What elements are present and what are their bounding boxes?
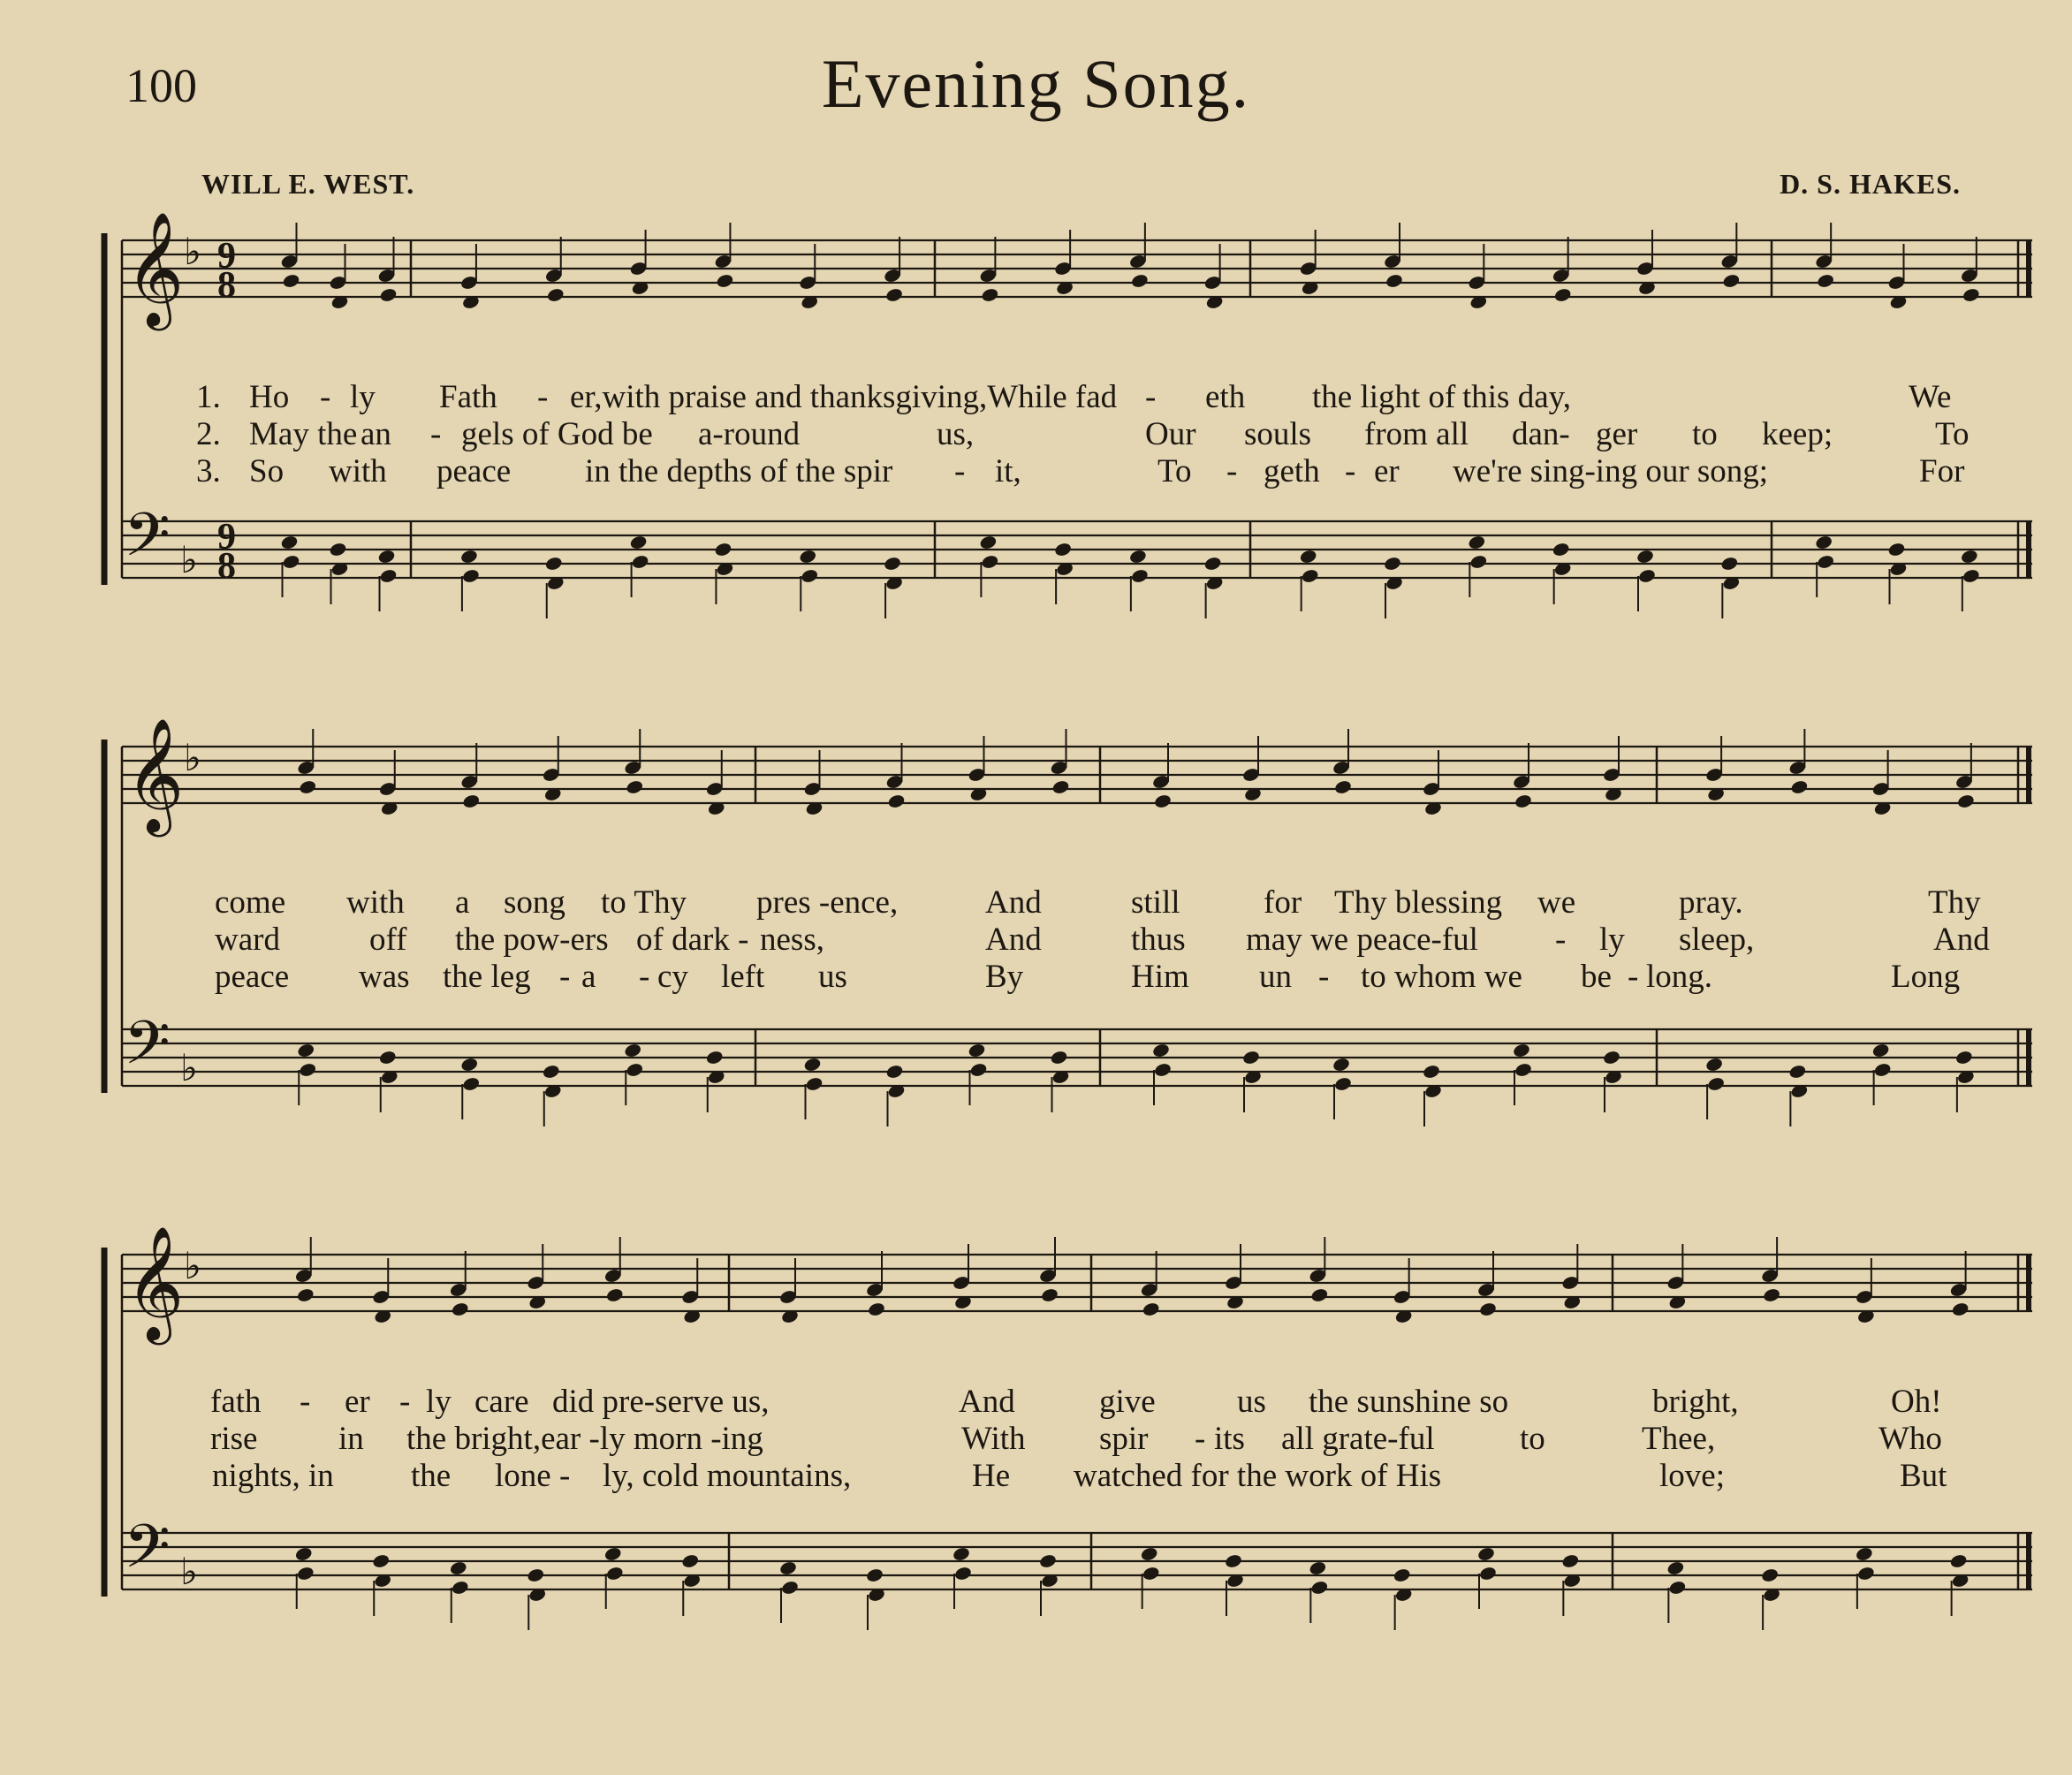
bass-note [1704, 1057, 1723, 1073]
lyric-syllable: us, [937, 416, 975, 452]
treble-note [1951, 1301, 1970, 1317]
treble-clef-icon: 𝄞 [125, 1225, 185, 1340]
bass-note [1140, 1546, 1158, 1562]
bass-note [1128, 549, 1147, 565]
lyric-syllable: peace [436, 453, 512, 489]
bass-staff-1 [122, 521, 2032, 578]
bass-note [460, 1057, 479, 1073]
lyric-syllable: - [559, 959, 571, 995]
bass-note [379, 568, 398, 584]
bass-note [805, 1076, 823, 1092]
treble-note [1153, 793, 1172, 809]
lyric-syllable: an [361, 416, 391, 452]
lyric-line-s2-v1 [0, 884, 2072, 923]
lyric-syllable: we're sing-ing our song; [1453, 453, 1769, 489]
lyric-syllable: - [430, 416, 442, 452]
treble-note [462, 793, 481, 809]
lyric-syllable: ly [1599, 922, 1625, 958]
bass-clef-icon: 𝄢 [124, 501, 171, 585]
treble-note [546, 287, 565, 303]
lyric-syllable: the [411, 1458, 452, 1494]
bass-note [624, 1043, 642, 1058]
lyric-line-s2-v3 [0, 958, 2072, 997]
lyric-syllable: this day, [1462, 379, 1571, 415]
bass-note [1332, 1057, 1350, 1073]
lyric-syllable: off [369, 922, 407, 958]
composer-credit: D. S. HAKES. [1780, 168, 1961, 200]
bass-note [280, 535, 299, 550]
lyric-syllable: of dark - [636, 922, 749, 958]
bass-note [1478, 1566, 1497, 1582]
lyric-syllable: - [300, 1384, 311, 1420]
lyric-syllable: thus [1131, 922, 1186, 958]
treble-note [1051, 779, 1070, 795]
bass-note [1873, 1062, 1892, 1078]
bass-note [1468, 535, 1486, 550]
lyric-syllable: all grate-ful [1281, 1421, 1435, 1457]
bass-note [299, 1062, 317, 1078]
lyric-syllable: - [537, 379, 549, 415]
bass-note [282, 554, 300, 570]
key-signature-flat-icon: ♭ [184, 230, 201, 273]
lyric-syllable: from all [1364, 416, 1469, 452]
bass-note [1856, 1566, 1875, 1582]
bass-clef-icon: 𝄢 [124, 1009, 171, 1093]
treble-note [884, 287, 903, 303]
bass-note [969, 1062, 988, 1078]
lyric-syllable: And [985, 884, 1042, 921]
lyric-syllable: So [249, 453, 285, 489]
bass-note [1636, 549, 1654, 565]
bass-note [603, 1546, 622, 1562]
bass-note [629, 535, 648, 550]
bass-note [1512, 1043, 1530, 1058]
bass-note [1637, 568, 1656, 584]
key-signature-flat-icon: ♭ [184, 1244, 201, 1287]
bass-note [631, 554, 649, 570]
lyric-syllable: bright, [1652, 1384, 1739, 1420]
lyric-syllable: love; [1659, 1458, 1725, 1494]
lyric-syllable: it, [995, 453, 1021, 489]
treble-clef-icon: 𝄞 [125, 211, 185, 326]
bass-note [377, 549, 396, 565]
lyric-syllable: - [1318, 959, 1330, 995]
lyric-syllable: lone - [495, 1458, 571, 1494]
bass-note [1333, 1076, 1352, 1092]
lyric-syllable: with [329, 453, 387, 489]
treble-note [605, 1287, 624, 1303]
bass-note [1151, 1043, 1170, 1058]
hymn-title: Evening Song. [821, 45, 1251, 122]
bass-note [1960, 549, 1978, 565]
lyric-syllable: - [639, 959, 650, 995]
lyric-syllable: in the depths of the spir [585, 453, 893, 489]
bass-note [1871, 1043, 1890, 1058]
treble-note [887, 793, 906, 809]
lyric-syllable: We [1909, 379, 1952, 415]
bass-note [626, 1062, 644, 1078]
lyric-syllable: And [985, 922, 1042, 958]
treble-note [1040, 1287, 1059, 1303]
lyric-syllable: He [972, 1458, 1011, 1494]
lyric-syllable: - [1145, 379, 1157, 415]
lyric-syllable: - [320, 379, 331, 415]
bass-note [1130, 568, 1149, 584]
lyric-syllable: peace [215, 959, 290, 995]
lyric-syllable: ly [350, 379, 376, 415]
treble-note [1722, 273, 1741, 289]
bass-note [799, 549, 817, 565]
treble-note [1816, 273, 1834, 289]
lyric-syllable: a [581, 959, 596, 995]
bass-note [1153, 1062, 1172, 1078]
lyric-line-s3-v3 [0, 1457, 2072, 1497]
lyric-syllable: Him [1131, 959, 1189, 995]
key-signature-flat-icon: ♭ [180, 1046, 198, 1089]
bass-note [1855, 1546, 1873, 1562]
lyric-syllable: ger [1596, 416, 1638, 452]
treble-note [1514, 793, 1532, 809]
lyric-syllable: with [346, 884, 405, 921]
treble-time-signature-numerator: 9 [217, 236, 236, 277]
bass-note [1309, 1560, 1327, 1576]
lyric-syllable: Long [1891, 959, 1961, 995]
lyric-syllable: er [345, 1384, 370, 1420]
treble-note [1962, 287, 1980, 303]
bass-note [1666, 1560, 1685, 1576]
treble-note [1790, 779, 1809, 795]
lyric-syllable: Thy [1928, 884, 1981, 921]
lyric-syllable: Oh! [1891, 1384, 1942, 1420]
lyric-syllable: For [1919, 453, 1965, 489]
lyric-syllable: 2. [196, 416, 221, 452]
lyric-syllable: to whom we [1361, 959, 1522, 995]
bass-note [297, 1043, 315, 1058]
bass-note [1310, 1580, 1329, 1596]
bass-note [1299, 549, 1317, 565]
lyric-syllable: - [1195, 1421, 1206, 1457]
lyric-syllable: still [1131, 884, 1180, 921]
bass-note [296, 1566, 315, 1582]
lyric-syllable: er,with praise and thanksgiving,While fad [570, 379, 1118, 415]
lyric-syllable: come [215, 884, 286, 921]
bass-time-signature-numerator: 9 [217, 517, 236, 558]
bass-note [462, 1076, 481, 1092]
treble-note [379, 287, 398, 303]
lyric-line-s1-v2 [0, 415, 2072, 455]
lyric-syllable: fath [210, 1384, 262, 1420]
treble-staff-3 [122, 1255, 2032, 1311]
lyric-line-s1-v1 [0, 378, 2072, 418]
lyric-syllable: ly [426, 1384, 452, 1420]
bass-note [1816, 554, 1834, 570]
key-signature-flat-icon: ♭ [180, 538, 198, 581]
treble-note [1478, 1301, 1497, 1317]
bass-staff-2 [122, 1029, 2032, 1086]
bass-note [952, 1546, 970, 1562]
lyric-syllable: ly, cold mountains, [603, 1458, 852, 1494]
bass-note [459, 549, 478, 565]
lyric-syllable: song [504, 884, 565, 921]
bass-note [979, 535, 998, 550]
treble-note [716, 273, 734, 289]
lyric-syllable: rise [210, 1421, 258, 1457]
treble-note [867, 1301, 885, 1317]
treble-clef-icon: 𝄞 [125, 717, 185, 832]
lyric-syllable: 1. [196, 379, 221, 415]
lyric-syllable: er [1374, 453, 1400, 489]
lyric-syllable: ness, [760, 922, 824, 958]
bass-note [780, 1580, 799, 1596]
lyric-syllable: - [1628, 959, 1639, 995]
lyric-syllable: a [455, 884, 470, 921]
lyric-syllable: to [1692, 416, 1718, 452]
treble-note [1130, 273, 1149, 289]
lyric-syllable: un [1259, 959, 1292, 995]
lyric-syllable: us [818, 959, 847, 995]
lyric-syllable: - [1345, 453, 1356, 489]
lyric-syllable: gels of God be [461, 416, 653, 452]
key-signature-flat-icon: ♭ [184, 736, 201, 779]
treble-note [626, 779, 644, 795]
lyric-syllable: spir [1099, 1421, 1149, 1457]
page-number: 100 [125, 59, 197, 112]
bass-note [1514, 1062, 1532, 1078]
lyric-syllable: pres -ence, [756, 884, 899, 921]
treble-note [1142, 1301, 1160, 1317]
lyric-syllable: cy [657, 959, 688, 995]
lyric-syllable: Our [1145, 416, 1196, 452]
treble-note [1553, 287, 1572, 303]
treble-note [1385, 273, 1403, 289]
bass-note [981, 554, 999, 570]
bass-note [1142, 1566, 1160, 1582]
lyric-syllable: give [1099, 1384, 1156, 1420]
lyric-syllable: for [1264, 884, 1302, 921]
treble-note [299, 779, 317, 795]
treble-staff-1 [122, 240, 2032, 297]
lyric-syllable: Thee, [1642, 1421, 1716, 1457]
lyric-syllable: - [1226, 453, 1238, 489]
lyric-syllable: Who [1878, 1421, 1942, 1457]
lyric-syllable: to Thy [601, 884, 687, 921]
treble-note [451, 1301, 469, 1317]
bass-note [1814, 535, 1833, 550]
treble-time-signature-denominator: 8 [217, 265, 236, 306]
lyric-line-s2-v2 [0, 921, 2072, 960]
lyric-syllable: Thy blessing [1334, 884, 1503, 921]
lyric-syllable: sleep, [1679, 922, 1755, 958]
bass-note [449, 1560, 467, 1576]
lyric-syllable: nights, in [212, 1458, 334, 1494]
treble-note [1762, 1287, 1780, 1303]
bass-note [1962, 568, 1980, 584]
key-signature-flat-icon: ♭ [180, 1550, 198, 1593]
lyric-syllable: the sunshine so [1309, 1384, 1509, 1420]
bass-note [953, 1566, 972, 1582]
lyric-syllable: Fath [439, 379, 497, 415]
lyric-syllable: Ho [249, 379, 290, 415]
lyric-syllable: did pre-serve us, [552, 1384, 770, 1420]
treble-note [282, 273, 300, 289]
bass-clef-icon: 𝄢 [124, 1513, 171, 1597]
lyricist-credit: WILL E. WEST. [201, 168, 415, 200]
bass-note [1706, 1076, 1725, 1092]
lyric-syllable: was [359, 959, 410, 995]
lyric-syllable: in [338, 1421, 364, 1457]
lyric-line-s3-v2 [0, 1420, 2072, 1460]
bass-note [803, 1057, 822, 1073]
bass-note [451, 1580, 469, 1596]
lyric-syllable: the bright,ear -ly morn -ing [406, 1421, 763, 1457]
lyric-syllable: And [959, 1384, 1015, 1420]
lyric-syllable: may we peace-ful [1246, 922, 1478, 958]
bass-note [294, 1546, 313, 1562]
bass-note [461, 568, 480, 584]
lyric-syllable: be [1581, 959, 1612, 995]
lyric-syllable: geth [1264, 453, 1320, 489]
bass-note [1301, 568, 1319, 584]
bass-note [1476, 1546, 1495, 1562]
bass-note [778, 1560, 797, 1576]
lyric-syllable: to [1520, 1421, 1545, 1457]
treble-staff-2 [122, 747, 2032, 803]
treble-note [296, 1287, 315, 1303]
lyric-syllable: And [1933, 922, 1990, 958]
lyric-syllable: we [1537, 884, 1576, 921]
lyric-syllable: By [985, 959, 1024, 995]
lyric-syllable: the leg [443, 959, 531, 995]
lyric-syllable: - [954, 453, 966, 489]
lyric-syllable: us [1237, 1384, 1266, 1420]
lyric-syllable: its [1214, 1421, 1245, 1457]
lyric-syllable: keep; [1762, 416, 1833, 452]
lyric-line-s1-v3 [0, 452, 2072, 492]
treble-note [981, 287, 999, 303]
lyric-syllable: - [1555, 922, 1567, 958]
bass-time-signature-denominator: 8 [217, 546, 236, 587]
lyric-syllable: dan- [1512, 416, 1570, 452]
lyric-syllable: the light of [1312, 379, 1456, 415]
bass-note [801, 568, 819, 584]
lyric-syllable: long. [1646, 959, 1713, 995]
lyric-syllable: To [1935, 416, 1970, 452]
lyric-syllable: left [721, 959, 765, 995]
bass-note [968, 1043, 986, 1058]
lyric-syllable: care [474, 1384, 529, 1420]
lyric-syllable: To [1157, 453, 1192, 489]
lyric-syllable: ward [215, 922, 280, 958]
lyric-syllable: eth [1205, 379, 1246, 415]
lyric-syllable: 3. [196, 453, 221, 489]
lyric-syllable: a-round [698, 416, 801, 452]
treble-note [1333, 779, 1352, 795]
lyric-syllable: With [961, 1421, 1026, 1457]
treble-note [1310, 1287, 1329, 1303]
lyric-syllable: souls [1244, 416, 1312, 452]
lyric-syllable: the pow-ers [455, 922, 609, 958]
lyric-line-s3-v1 [0, 1383, 2072, 1422]
bass-note [605, 1566, 624, 1582]
bass-staff-3 [122, 1533, 2032, 1589]
treble-note [1956, 793, 1975, 809]
lyric-syllable: pray. [1679, 884, 1743, 921]
bass-note [1469, 554, 1488, 570]
bass-note [1668, 1580, 1687, 1596]
lyric-syllable: watched for the work of His [1074, 1458, 1442, 1494]
lyric-syllable: May the [249, 416, 358, 452]
lyric-syllable: - [399, 1384, 411, 1420]
lyric-syllable: But [1900, 1458, 1947, 1494]
